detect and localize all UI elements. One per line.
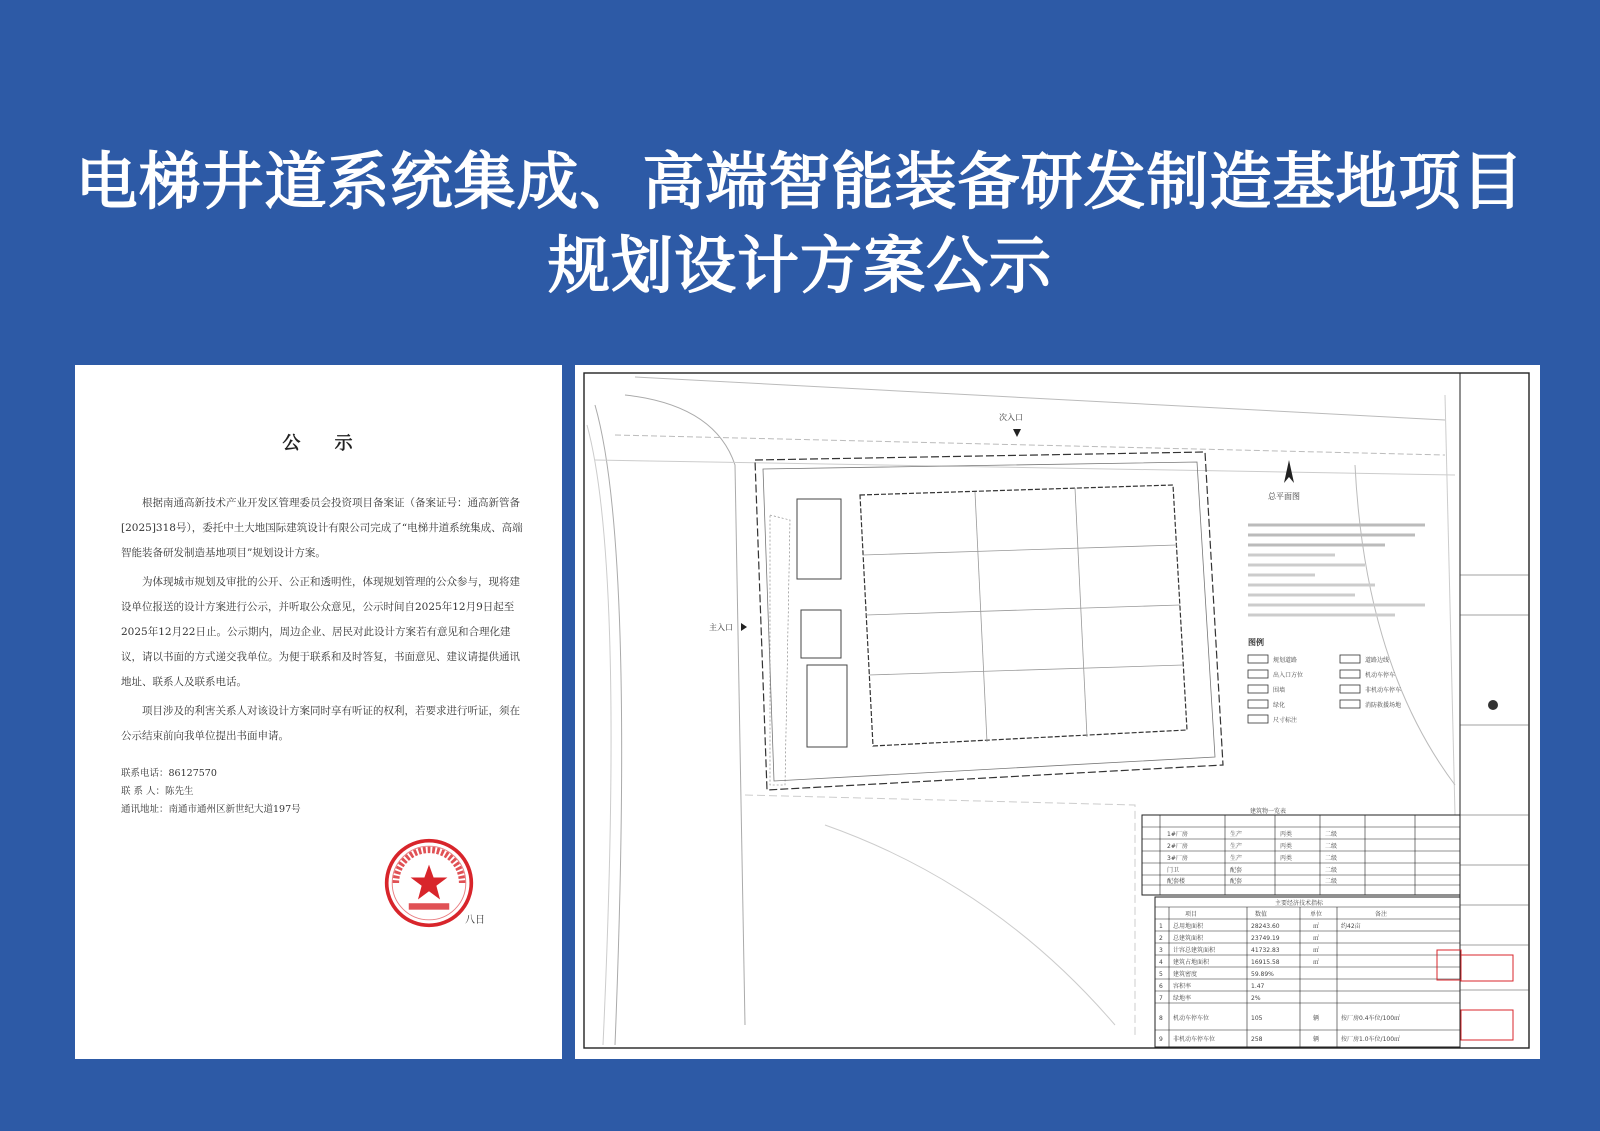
tech-row-label: 总建筑面积 (1173, 935, 1204, 942)
public-notice-document (75, 365, 562, 1059)
legend-item: 消防救援场地 (1365, 702, 1402, 709)
notice-paragraph-2: 为体现城市规划及审批的公开、公正和透明性，体现规划管理的公众参与，现将建设单位报送的设计方案进行公示，并听取公众意见，公示时间自2025年12月9日起至2025年12月22日止。公示期内，周边企业、居民对此设计方案若有意见和合理化建议，请以书面的方式递交我单位。为便于联系和及时答复，书面意见、建议请提供通讯地址、联系人及联系电话。 (121, 576, 520, 688)
tech-row-index: 4 (1159, 959, 1163, 966)
building-use: 配套 (1230, 867, 1243, 874)
tech-row-index: 2 (1159, 935, 1163, 942)
legend-item: 机动车停车 (1365, 672, 1396, 679)
building-grade: 二级 (1325, 867, 1338, 874)
building-class: 丙类 (1280, 843, 1293, 850)
building-table-title: 建筑物一览表 (1250, 808, 1287, 815)
tech-row-unit: ㎡ (1313, 947, 1320, 954)
tech-row-index: 1 (1159, 923, 1163, 930)
tech-row-value: 2% (1251, 995, 1261, 1002)
design-notes (1248, 525, 1425, 615)
contact-address (121, 801, 528, 819)
official-seal-stamp (383, 837, 475, 929)
legend (1248, 655, 1401, 724)
tech-row-label: 绿地率 (1173, 995, 1192, 1002)
tech-row-label: 计容总建筑面积 (1173, 947, 1216, 954)
site-plan-label: 总平面图 (1268, 492, 1300, 501)
tech-row-value: 16915.58 (1251, 959, 1280, 966)
tech-row-index: 5 (1159, 971, 1163, 978)
building-name: 配套楼 (1167, 878, 1186, 885)
tech-table-title: 主要经济技术指标 (1275, 900, 1324, 907)
notice-paragraph-3: 项目涉及的利害关系人对该设计方案同时享有听证的权利，若要求进行听证，须在公示结束前向我单位提出书面申请。 (121, 705, 520, 742)
tech-row-label: 机动车停车位 (1173, 1015, 1210, 1022)
legend-item: 出入口方位 (1273, 672, 1304, 679)
building-class: 丙类 (1280, 831, 1293, 838)
contact-phone (121, 765, 528, 783)
tech-row-index: 9 (1159, 1036, 1163, 1043)
building-grade: 二级 (1325, 855, 1338, 862)
building-class: 丙类 (1280, 855, 1293, 862)
tech-row-value: 23749.19 (1251, 935, 1280, 942)
building-use: 配套 (1230, 878, 1243, 885)
building-name: 3#厂房 (1167, 855, 1188, 862)
notice-heading: 公 示 (282, 433, 367, 454)
contact-block (121, 765, 528, 819)
tech-row-label: 建筑密度 (1173, 971, 1198, 978)
legend-title: 图例 (1248, 638, 1264, 647)
tech-row-value: 41732.83 (1251, 947, 1280, 954)
building-grade: 二级 (1325, 878, 1338, 885)
tech-row-unit: ㎡ (1313, 923, 1320, 930)
page-title (0, 140, 1600, 308)
notice-date-fragment: 八日 (465, 915, 485, 926)
tech-row-label: 总用地面积 (1173, 923, 1204, 930)
address-value: 南通市通州区新世纪大道197号 (168, 804, 301, 815)
tech-header: 单位 (1310, 911, 1323, 918)
tech-row-unit: 辆 (1313, 1015, 1320, 1022)
tech-row-label: 非机动车停车位 (1173, 1036, 1216, 1043)
tech-row-value: 1.47 (1251, 983, 1265, 990)
legend-item: 尺寸标注 (1273, 717, 1298, 724)
legend-item: 非机动车停车 (1365, 687, 1402, 694)
tech-header: 数值 (1255, 911, 1268, 918)
tech-row-unit: ㎡ (1313, 959, 1320, 966)
tech-row-index: 6 (1159, 983, 1163, 990)
title-line-1: 电梯井道系统集成、高端智能装备研发制造基地项目 (75, 145, 1525, 218)
building-name: 门卫 (1167, 867, 1180, 874)
building-name: 1#厂房 (1167, 831, 1188, 838)
tech-row-value: 105 (1251, 1015, 1263, 1022)
tech-row-unit: 辆 (1313, 1036, 1320, 1043)
building-name: 2#厂房 (1167, 843, 1188, 850)
tech-row-label: 建筑占地面积 (1173, 959, 1210, 966)
entrance-top-label: 次入口 (999, 413, 1023, 422)
tech-row-value: 258 (1251, 1036, 1263, 1043)
legend-item: 规划道路 (1273, 657, 1298, 664)
phone-label: 联系电话： (121, 768, 169, 779)
legend-item: 围墙 (1273, 687, 1286, 694)
contact-person (121, 783, 528, 801)
tech-row-note: 按厂房1.0车位/100㎡ (1341, 1036, 1401, 1043)
tech-row-note: 约42亩 (1341, 923, 1361, 930)
tech-row-label: 容积率 (1173, 983, 1192, 990)
phone-value: 86127570 (168, 768, 217, 779)
building-grade: 二级 (1325, 831, 1338, 838)
legend-item: 道路边线 (1365, 657, 1390, 664)
tech-row-unit: ㎡ (1313, 935, 1320, 942)
building-table (1142, 807, 1460, 895)
title-line-2: 规划设计方案公示 (547, 229, 1052, 302)
building-grade: 二级 (1325, 843, 1338, 850)
person-value: 陈先生 (165, 786, 194, 797)
tech-row-index: 3 (1159, 947, 1163, 954)
building-use: 生产 (1230, 843, 1243, 850)
tech-row-value: 28243.60 (1251, 923, 1280, 930)
tech-row-note: 按厂房0.4车位/100㎡ (1341, 1015, 1401, 1022)
tech-row-index: 8 (1159, 1015, 1163, 1022)
legend-item: 绿化 (1273, 702, 1286, 709)
tech-row-value: 59.89% (1251, 971, 1274, 978)
notice-paragraph-1: 根据南通高新技术产业开发区管理委员会投资项目备案证（备案证号：通高新管备[2025]318号），委托中土大地国际建筑设计有限公司完成了“电梯井道系统集成、高端智能装备研发制造基地项目”规划设计方案。 (121, 497, 523, 559)
entrance-left-label: 主入口 (709, 623, 733, 632)
address-label: 通讯地址： (121, 804, 169, 815)
tech-header: 备注 (1375, 911, 1388, 918)
site-plan-drawing (575, 365, 1540, 1059)
tech-indicators-table (1155, 897, 1460, 1047)
site-plan-svg (575, 365, 1540, 1059)
north-arrow-icon (1284, 460, 1294, 483)
person-label: 联 系 人： (121, 786, 166, 797)
building-use: 生产 (1230, 855, 1243, 862)
building-use: 生产 (1230, 831, 1243, 838)
tech-row-index: 7 (1159, 995, 1163, 1002)
tech-header: 项目 (1185, 911, 1198, 918)
